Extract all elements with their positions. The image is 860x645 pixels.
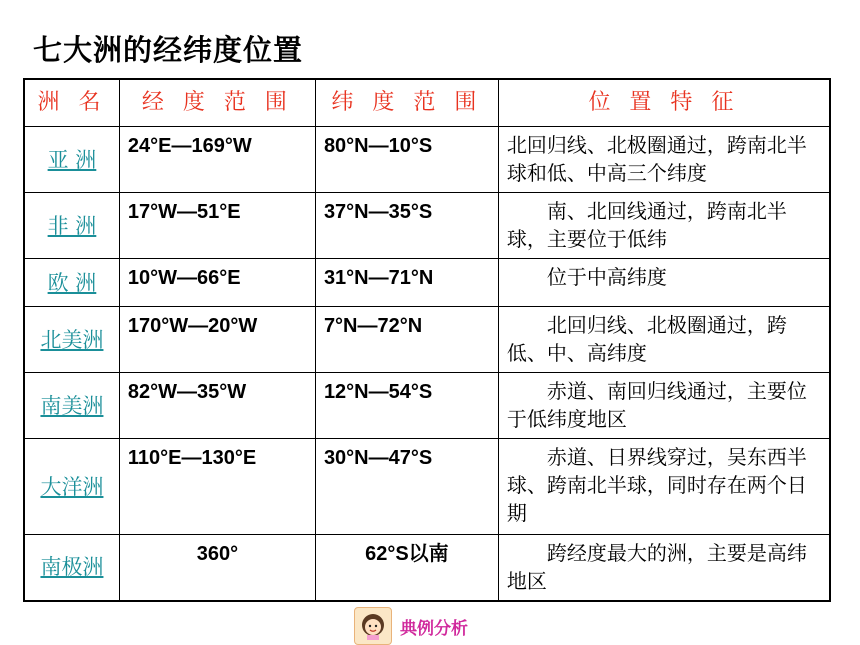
- continent-cell: [24, 373, 119, 439]
- latitude-cell: 37°N—35°S: [315, 193, 498, 259]
- table-row: [24, 127, 830, 193]
- continent-cell: [24, 307, 119, 373]
- longitude-cell: 360°: [119, 535, 315, 601]
- continents-table: [23, 78, 831, 602]
- longitude-cell: 82°W—35°W: [119, 373, 315, 439]
- girl-avatar-icon: [354, 607, 392, 645]
- feature-cell: 跨经度最大的洲，主要是高纬地区: [498, 535, 830, 601]
- feature-cell: 北回归线、北极圈通过，跨南北半球和低、中高三个纬度: [498, 127, 830, 193]
- example-analysis-link[interactable]: [354, 607, 468, 645]
- continent-cell: [24, 535, 119, 601]
- latitude-cell: 80°N—10°S: [315, 127, 498, 193]
- header-latitude: 纬 度 范 围: [315, 79, 498, 127]
- page-title: 七大洲的经纬度位置: [33, 33, 304, 67]
- latitude-cell: 12°N—54°S: [315, 373, 498, 439]
- table-row: [24, 259, 830, 307]
- continent-link-europe[interactable]: 欧 洲: [47, 270, 97, 295]
- table-row: [24, 193, 830, 259]
- longitude-cell: 24°E—169°W: [119, 127, 315, 193]
- feature-cell: 南、北回线通过，跨南北半球，主要位于低纬: [498, 193, 830, 259]
- continent-link-north-america[interactable]: 北美洲: [40, 327, 104, 352]
- continent-link-asia[interactable]: 亚 洲: [47, 147, 97, 172]
- longitude-cell: 170°W—20°W: [119, 307, 315, 373]
- feature-cell: 赤道、日界线穿过，吴东西半球、跨南北半球，同时存在两个日期: [498, 439, 830, 535]
- continent-cell: [24, 127, 119, 193]
- header-longitude: 经 度 范 围: [119, 79, 315, 127]
- continent-link-oceania[interactable]: 大洋洲: [40, 474, 104, 499]
- longitude-cell: 110°E—130°E: [119, 439, 315, 535]
- continent-cell: [24, 193, 119, 259]
- continent-cell: [24, 439, 119, 535]
- feature-cell: 赤道、南回归线通过，主要位于低纬度地区: [498, 373, 830, 439]
- continent-link-africa[interactable]: 非 洲: [47, 213, 97, 238]
- table-row: [24, 373, 830, 439]
- latitude-cell: 7°N—72°N: [315, 307, 498, 373]
- table-header-row: [24, 79, 830, 127]
- table-row: [24, 307, 830, 373]
- header-feature: 位 置 特 征: [498, 79, 830, 127]
- continent-cell: [24, 259, 119, 307]
- continent-link-antarctica[interactable]: 南极洲: [40, 555, 104, 580]
- table-row: [24, 535, 830, 601]
- table-row: [24, 439, 830, 535]
- header-continent: 洲 名: [24, 79, 119, 127]
- continent-link-south-america[interactable]: 南美洲: [40, 393, 104, 418]
- longitude-cell: 10°W—66°E: [119, 259, 315, 307]
- latitude-cell: 31°N—71°N: [315, 259, 498, 307]
- example-analysis-label: 典例分析: [400, 618, 468, 639]
- feature-cell: 位于中高纬度: [498, 259, 830, 307]
- latitude-cell: 62°S以南: [315, 535, 498, 601]
- longitude-cell: 17°W—51°E: [119, 193, 315, 259]
- feature-cell: 北回归线、北极圈通过，跨低、中、高纬度: [498, 307, 830, 373]
- latitude-cell: 30°N—47°S: [315, 439, 498, 535]
